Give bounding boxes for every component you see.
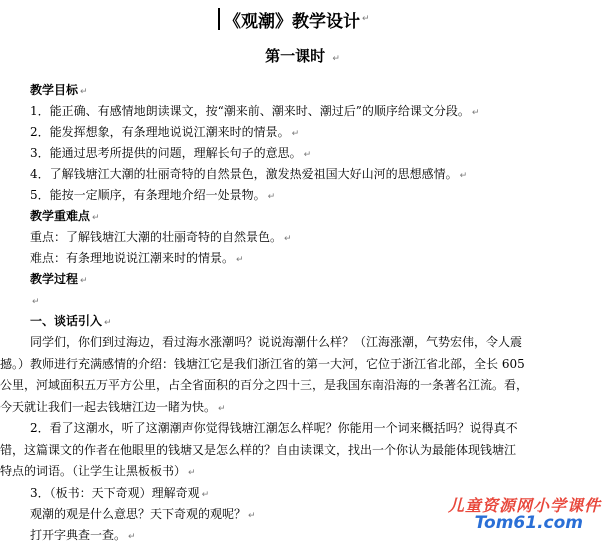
paragraph-mark-icon: ↵ (92, 213, 100, 223)
paragraph-mark-icon: ↵ (104, 318, 112, 328)
goal-item (30, 143, 603, 164)
paragraph-mark-icon: ↵ (80, 276, 88, 286)
document-subtitle: 第一课时 (265, 47, 326, 65)
paragraph-mark-icon: ↵ (332, 54, 340, 64)
paragraph-mark-icon: ↵ (471, 108, 480, 118)
key-point-text: 重点：了解钱塘江大潮的壮丽奇特的自然景色。 (30, 230, 283, 244)
paragraph-mark-icon: ↵ (267, 192, 276, 202)
paragraph-line: 2．看了这潮水，听了这潮潮声你觉得钱塘江潮怎么样呢？你能用一个词来概括吗？说得真不 (30, 421, 518, 435)
paragraph-mark-icon: ↵ (218, 403, 226, 414)
text-line (30, 483, 603, 504)
watermark-top-text: 儿童资源网小学课件 (447, 496, 601, 515)
text-line-content: 打开字典查一查。 (30, 527, 127, 542)
goals-heading-line (30, 80, 603, 101)
paragraph-mark-icon: ↵ (362, 14, 370, 24)
paragraph-mark-icon: ↵ (201, 489, 210, 500)
paragraph-line: 同学们，你们到过海边，看过海水涨潮吗？说说海潮什么样？（江海涨潮，气势宏伟，令人震 (30, 335, 523, 349)
paragraph-mark-icon: ↵ (291, 129, 300, 139)
process-heading: 教学过程 (30, 272, 79, 286)
paragraph-mark-icon: ↵ (188, 468, 196, 478)
paragraph-1 (0, 332, 605, 418)
text-cursor (218, 8, 220, 30)
paragraph-line (0, 397, 605, 419)
document-title-row (218, 6, 370, 32)
goals-heading: 教学目标 (30, 83, 79, 97)
paragraph-mark-icon: ↵ (128, 531, 136, 542)
paragraph-line: 错，这篇课文的作者在他眼里的钱塘又是怎么样的？自由读课文，找出一个你认为最能体现钱塘江 (0, 442, 517, 457)
paragraph-line (0, 461, 605, 483)
part1-heading: 一、谈话引入 (30, 314, 103, 328)
paragraph-mark-icon: ↵ (32, 297, 40, 307)
key-point-text: 难点：有条理地说说江潮来时的情景。 (30, 251, 235, 265)
paragraph-line: 撼。）教师进行充满感情的介绍：钱塘江它是我们浙江省的第一大河，它位于浙江省北部，全长 605 (0, 356, 525, 371)
goal-text: 5．能按一定顺序，有条理地介绍一处景物。 (30, 188, 266, 202)
empty-line (30, 290, 603, 311)
paragraph-mark-icon: ↵ (303, 150, 312, 160)
goal-text: 1．能正确、有感情地朗读课文，按“潮来前、潮来时、潮过后”的顺序给课文分段。 (30, 104, 470, 118)
paragraph-mark-icon: ↵ (459, 171, 468, 181)
key-point-item (30, 248, 603, 269)
document-body (0, 80, 603, 546)
text-line-content: 3．（板书：天下奇观）理解奇观 (30, 485, 200, 500)
goal-item (30, 122, 603, 143)
goal-text: 2．能发挥想象，有条理地说说江潮来时的情景。 (30, 125, 290, 139)
paragraph-mark-icon: ↵ (236, 255, 244, 265)
goal-item (30, 185, 603, 206)
paragraph-mark-icon: ↵ (284, 234, 292, 244)
paragraph-line: 公里，河域面积五万平方公里，占全省面积的百分之四十三，是我国东南沿海的一条著名江流。看， (0, 378, 529, 392)
text-line-content: 观潮的观是什么意思？天下奇观的观呢？ (30, 506, 247, 521)
document-subtitle-row (0, 45, 605, 66)
goal-item (30, 101, 603, 122)
goal-text: 4．了解钱塘江大潮的壮丽奇特的自然景色，激发热爱祖国大好山河的思想感情。 (30, 167, 458, 181)
key-point-item (30, 227, 603, 248)
key-points-heading: 教学重难点 (30, 209, 91, 223)
process-heading-line (30, 269, 603, 290)
paragraph-line-text: 今天就让我们一起去钱塘江边一睹为快。 (0, 399, 217, 414)
paragraph-2 (0, 418, 605, 483)
goal-text: 3．能通过思考所提供的问题，理解长句子的意思。 (30, 146, 302, 160)
key-points-heading-line (30, 206, 603, 227)
paragraph-line-text: 特点的词语。（让学生让黑板板书） (0, 464, 187, 478)
text-line (30, 525, 603, 546)
watermark-logo-text: Tom61.com (474, 513, 583, 533)
document-title: 《观潮》教学设计 (224, 11, 360, 32)
paragraph-mark-icon: ↵ (248, 510, 256, 521)
paragraph-mark-icon: ↵ (80, 87, 88, 97)
part1-heading-line (30, 311, 603, 332)
text-line (30, 504, 603, 525)
goal-item (30, 164, 603, 185)
